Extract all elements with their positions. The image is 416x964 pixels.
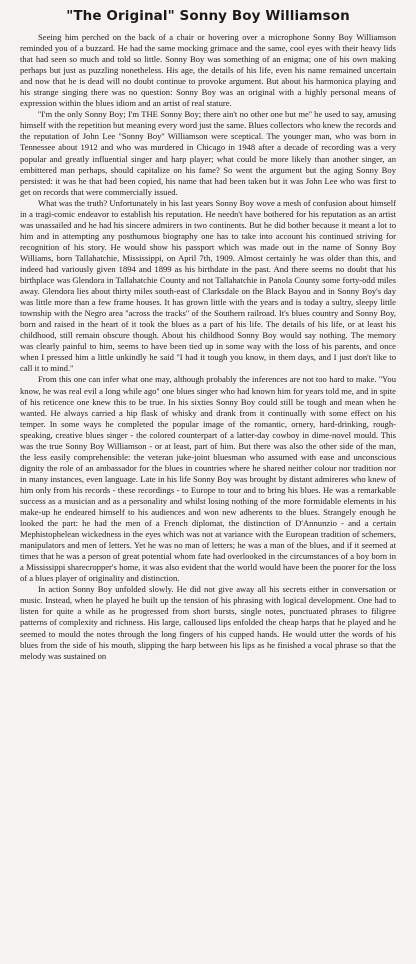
paragraph: Seeing him perched on the back of a chair or hovering over a microphone Sonny Boy Williamson reminded you of a buzzard. He had the same mocking grimace and the same, cool eyes with their heavy lids that had seen so much and told so little. Sonny Boy was something of an enigma; one of his own making perhaps but just as puzzling nonetheless. His age, the details of his life, even his name remained uncertain and now that he is dead will no doubt continue to provoke argument. But about his harmonica playing and his strange singing there was no question: Sonny Boy was an original with a highly personal means of expression within the blues idiom and an artist of real stature. xyxy=(20,32,396,109)
paragraph: ''I'm the only Sonny Boy; I'm THE Sonny Boy; there ain't no other one but me'' he used to say, amusing himself with the repetition but meaning every word just the same. Blues collectors who knew the records and the reputation of John Lee ''Sonny Boy'' Williamson were sceptical. The younger man, who was born in Tennessee about 1912 and who was murdered in Chicago in 1948 after a decade of recording was a very popular and greatly influential singer and harp player; what could be more likely than another singer, an embittered man perhaps, should capitalize on his fame? So went the argument but the aging Sonny Boy persisted: it was he that had been copied, his name that had been taken but it was John Lee who was first to get on records that were commercially issued. xyxy=(20,109,396,197)
article-body xyxy=(20,32,396,662)
article-title: "The Original" Sonny Boy Williamson xyxy=(66,8,350,24)
paragraph: From this one can infer what one may, although probably the inferences are not too hard to make. ''You know, he was real evil a long while ago'' one blues singer who had known him for years told me, and in spite of his reticence one knew this to be true. In his sixties Sonny Boy could still be tough and mean when he wanted. He always carried a hip flask of whisky and drank from it continually with some effect on his temper. In some ways he completed the popular image of the romantic, ornery, hard-drinking, rough-speaking, creative blues singer - the colored counterpart of a latter-day cowboy in dime-novel mould. This was the true Sonny Boy Williamson - or at least, part of him. But there was also the other side of the man, the less easily comprehensible: the veteran juke-joint bluesman who assumed with ease and unconscious dignity the role of an ambassador for the blues in countries where he shared neither colour nor tradition nor in many instances, even language. Late in his life Sonny Boy was brought by distant admireres who knew of him only from his records - these recordings - to Europe to tour and to bring his blues. He was a remarkable success as a musician and as a personality and whilst losing nothing of the more formidable elements in his make-up he endeared himself to his audiences and won new adherents to the blues. Strangely enough he looked the part: he had the men of a French diplomat, the distinction of D'Annunzio - and a certain Mephistophelean wickedness in the eyes which was not at variance with the European tradition of schemers, manipulators and men of letters. Yet he was no man of letters; he was a man of the blues, and if it seemed at times that he was a person of great potential whom fate had overlooked in the circumstances of a boy born in a Mississippi sharecropper's home, it was also evident that the world would have been the poorer for the loss of a blues player of originality and distinction. xyxy=(20,374,396,584)
paragraph: In action Sonny Boy unfolded slowly. He did not give away all his secrets either in conversation or music. Instead, when he played he built up the tension of his phrasing with logical development. One had to listen for quite a while as he progressed from short bursts, single notes, punctuated phrases to filigree patterns of complexity and richness. His large, calloused lips enfolded the cheap harps that he played and he seemed to mould the notes through the long fingers of his cupped hands. He would utter the words of his blues from the side of his mouth, slipping the harp between his lips as he finished a vocal phrase so that the melody was sustained on xyxy=(20,584,396,661)
paragraph: What was the truth? Unfortunately in his last years Sonny Boy wove a mesh of confusion about himself in a tragi-comic endeavor to establish his reputation. He needn't have bothered for his reputation as an artist was unassailed and he had his sincere admirers in two continents. But he did bother because it meant a lot to him and in attempting any posthumous biography one has to take into account his continued striving for recognition of his story. He would show his passport which was made out in the name of Sonny Boy Williams, born Tallahatchie, Mississippi, on April 7th, 1909. Almost certainly he was older than this, and indeed had variously given 1894 and 1899 as his birthdate in the past. And there seems no doubt that his birthplace was Glendora in Tallahatchie County and not Tallahatchie in Panola County some forty-odd miles away. Glendora lies about thirty miles south-east of Clarksdale on the Black Bayou and in Sonny Boy's day was little more than a few frame houses. It has grown little with the years and is today a sultry, sleepy little township with the Negro area ''across the tracks'' of the Southern railroad. It's blues country and Sonny Boy, born and raised in the heart of it took the blues as a part of his life. The details of his life, or at least his childhood, still remain obscure though. About his childhood Sonny Boy would say nothing. The memory was clearly painful to him, seems to have been tied up in some way with the loss of his parents, and once when I pressed him a little unkindly he said ''I had it tough you know, in them days, and I just don't like to call it to mind.'' xyxy=(20,197,396,374)
